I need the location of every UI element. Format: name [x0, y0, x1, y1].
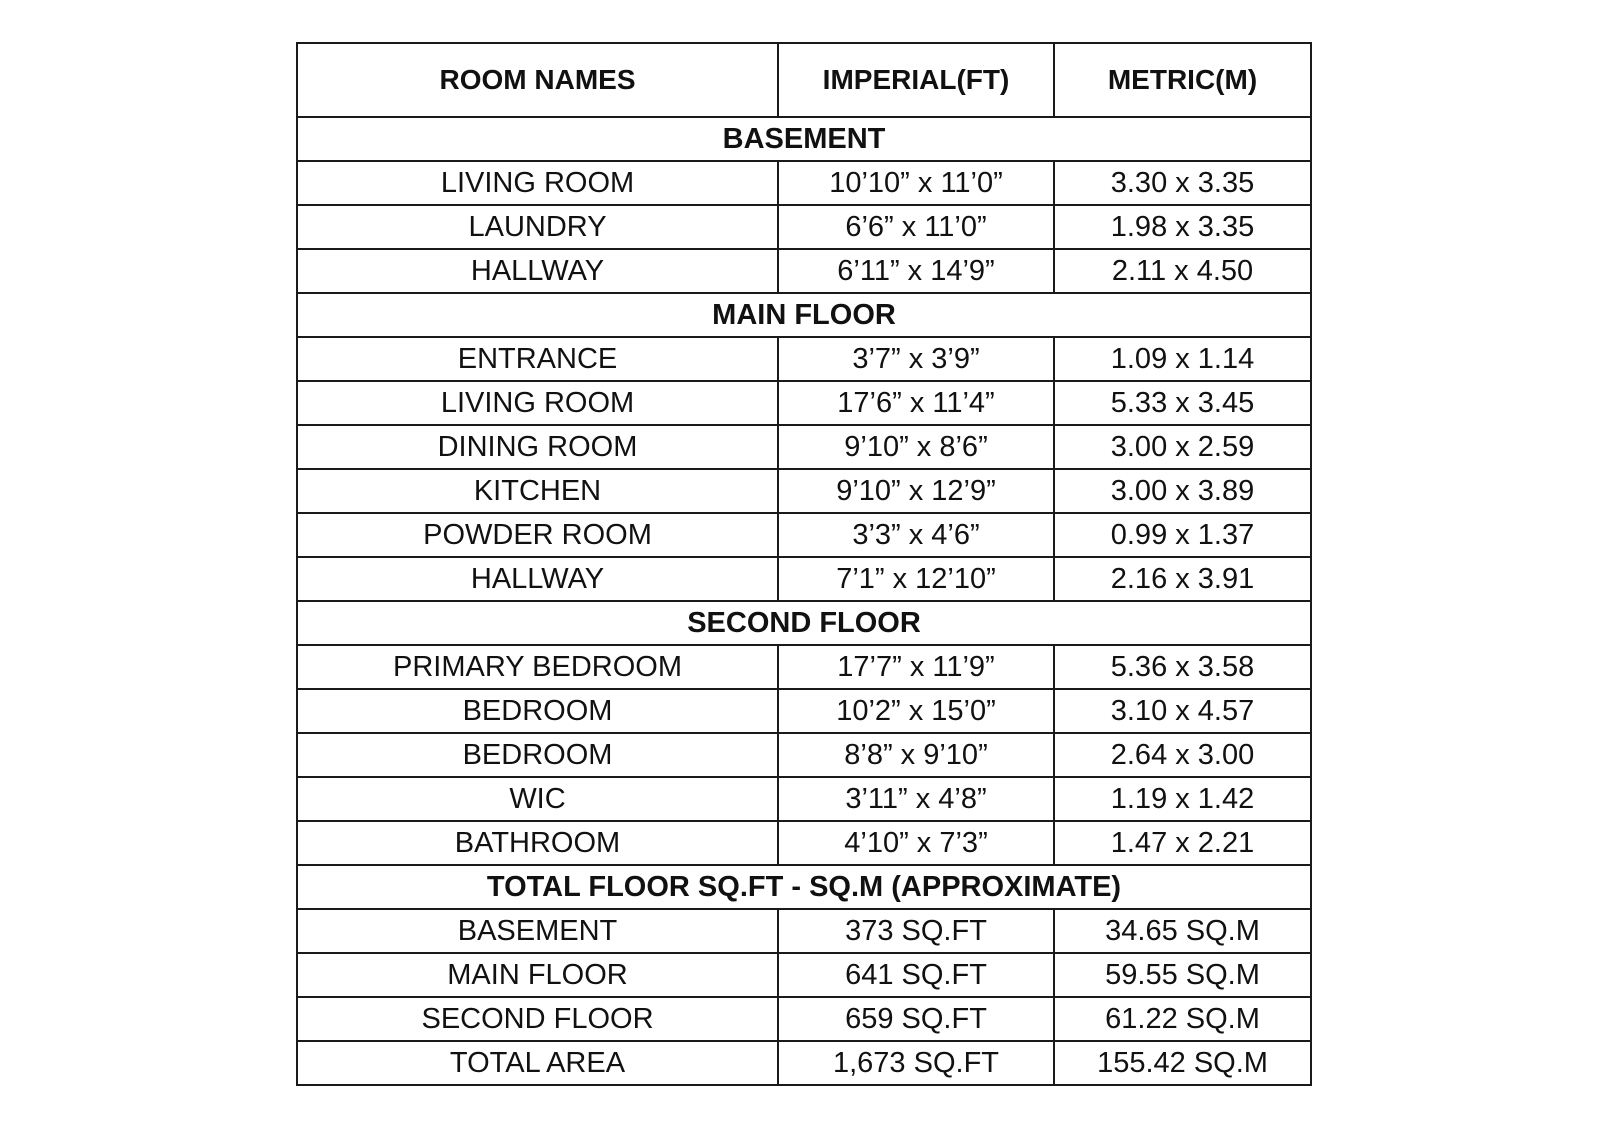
- header-row: [297, 43, 1311, 117]
- metric-cell: 3.10 x 4.57: [1054, 689, 1311, 733]
- imperial-cell: 10’10” x 11’0”: [778, 161, 1054, 205]
- room-name-cell: PRIMARY BEDROOM: [297, 645, 778, 689]
- metric-cell: 1.19 x 1.42: [1054, 777, 1311, 821]
- table-row: [297, 161, 1311, 205]
- room-name-cell: HALLWAY: [297, 557, 778, 601]
- metric-cell: 3.00 x 3.89: [1054, 469, 1311, 513]
- section-title: MAIN FLOOR: [297, 293, 1311, 337]
- imperial-cell: 1,673 SQ.FT: [778, 1041, 1054, 1085]
- metric-cell: 5.33 x 3.45: [1054, 381, 1311, 425]
- room-name-cell: MAIN FLOOR: [297, 953, 778, 997]
- metric-cell: 3.00 x 2.59: [1054, 425, 1311, 469]
- section-row-basement: [297, 117, 1311, 161]
- table-row: [297, 557, 1311, 601]
- table-row: [297, 689, 1311, 733]
- section-row-total-floor-sq-ft-sq-m-approxi: [297, 865, 1311, 909]
- table-row: [297, 381, 1311, 425]
- metric-cell: 155.42 SQ.M: [1054, 1041, 1311, 1085]
- imperial-cell: 10’2” x 15’0”: [778, 689, 1054, 733]
- imperial-cell: 17’6” x 11’4”: [778, 381, 1054, 425]
- room-name-cell: LIVING ROOM: [297, 161, 778, 205]
- header-imperial: IMPERIAL(FT): [778, 43, 1054, 117]
- imperial-cell: 659 SQ.FT: [778, 997, 1054, 1041]
- room-name-cell: LIVING ROOM: [297, 381, 778, 425]
- imperial-cell: 8’8” x 9’10”: [778, 733, 1054, 777]
- table-body: [297, 117, 1311, 1085]
- section-title: BASEMENT: [297, 117, 1311, 161]
- imperial-cell: 4’10” x 7’3”: [778, 821, 1054, 865]
- room-name-cell: HALLWAY: [297, 249, 778, 293]
- metric-cell: 1.09 x 1.14: [1054, 337, 1311, 381]
- room-name-cell: WIC: [297, 777, 778, 821]
- table-row: [297, 777, 1311, 821]
- imperial-cell: 373 SQ.FT: [778, 909, 1054, 953]
- table-row: [297, 513, 1311, 557]
- room-name-cell: BEDROOM: [297, 689, 778, 733]
- table-row: [297, 425, 1311, 469]
- room-name-cell: SECOND FLOOR: [297, 997, 778, 1041]
- imperial-cell: 9’10” x 8’6”: [778, 425, 1054, 469]
- room-name-cell: BATHROOM: [297, 821, 778, 865]
- metric-cell: 5.36 x 3.58: [1054, 645, 1311, 689]
- imperial-cell: 3’11” x 4’8”: [778, 777, 1054, 821]
- metric-cell: 1.47 x 2.21: [1054, 821, 1311, 865]
- table-row: [297, 821, 1311, 865]
- room-dimensions-table: [296, 42, 1312, 1086]
- table-row: [297, 1041, 1311, 1085]
- imperial-cell: 6’6” x 11’0”: [778, 205, 1054, 249]
- table-row: [297, 997, 1311, 1041]
- metric-cell: 59.55 SQ.M: [1054, 953, 1311, 997]
- section-row-main-floor: [297, 293, 1311, 337]
- table-row: [297, 645, 1311, 689]
- metric-cell: 61.22 SQ.M: [1054, 997, 1311, 1041]
- table-row: [297, 909, 1311, 953]
- room-name-cell: TOTAL AREA: [297, 1041, 778, 1085]
- room-name-cell: KITCHEN: [297, 469, 778, 513]
- table-row: [297, 205, 1311, 249]
- section-title: TOTAL FLOOR SQ.FT - SQ.M (APPROXIMATE): [297, 865, 1311, 909]
- table-row: [297, 469, 1311, 513]
- metric-cell: 0.99 x 1.37: [1054, 513, 1311, 557]
- header-room-names: ROOM NAMES: [297, 43, 778, 117]
- room-name-cell: DINING ROOM: [297, 425, 778, 469]
- imperial-cell: 3’7” x 3’9”: [778, 337, 1054, 381]
- metric-cell: 2.64 x 3.00: [1054, 733, 1311, 777]
- table-row: [297, 953, 1311, 997]
- table-row: [297, 249, 1311, 293]
- imperial-cell: 3’3” x 4’6”: [778, 513, 1054, 557]
- metric-cell: 34.65 SQ.M: [1054, 909, 1311, 953]
- imperial-cell: 9’10” x 12’9”: [778, 469, 1054, 513]
- metric-cell: 1.98 x 3.35: [1054, 205, 1311, 249]
- room-name-cell: ENTRANCE: [297, 337, 778, 381]
- imperial-cell: 7’1” x 12’10”: [778, 557, 1054, 601]
- room-name-cell: LAUNDRY: [297, 205, 778, 249]
- table-row: [297, 733, 1311, 777]
- header-metric: METRIC(M): [1054, 43, 1311, 117]
- imperial-cell: 6’11” x 14’9”: [778, 249, 1054, 293]
- room-name-cell: POWDER ROOM: [297, 513, 778, 557]
- section-row-second-floor: [297, 601, 1311, 645]
- imperial-cell: 641 SQ.FT: [778, 953, 1054, 997]
- room-name-cell: BASEMENT: [297, 909, 778, 953]
- imperial-cell: 17’7” x 11’9”: [778, 645, 1054, 689]
- metric-cell: 2.11 x 4.50: [1054, 249, 1311, 293]
- room-name-cell: BEDROOM: [297, 733, 778, 777]
- metric-cell: 3.30 x 3.35: [1054, 161, 1311, 205]
- table-row: [297, 337, 1311, 381]
- section-title: SECOND FLOOR: [297, 601, 1311, 645]
- metric-cell: 2.16 x 3.91: [1054, 557, 1311, 601]
